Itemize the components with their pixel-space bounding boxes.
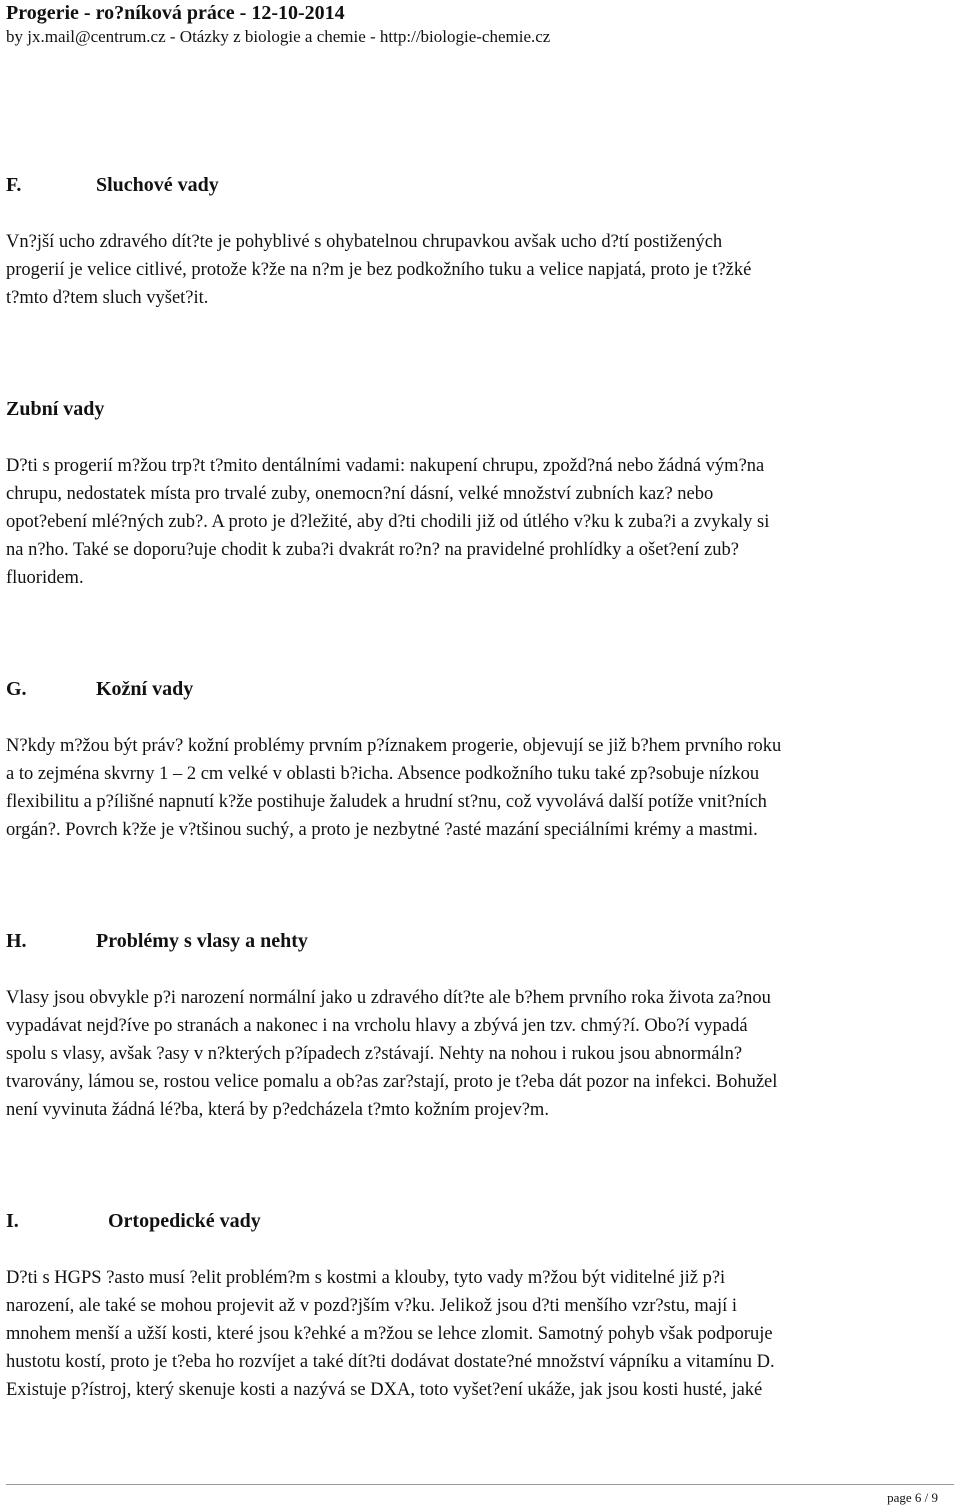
section-heading: [6, 928, 954, 954]
section-vlasy-a-nehty: [6, 928, 954, 1124]
section-zubni-vady: [6, 396, 954, 592]
section-sluchove-vady: [6, 172, 954, 312]
section-title: Zubní vady: [6, 398, 105, 420]
section-heading: [6, 396, 954, 422]
document-title: Progerie - ro?níková práce - 12-10-2014: [6, 2, 345, 24]
paragraph-line: vypadávat nejd?íve po stranách a nakonec i na vrcholu hlavy a zbývá jen tzv. chmý?í. Obo?í vypadá: [6, 1016, 748, 1036]
section-kozni-vady: [6, 676, 954, 844]
paragraph-line: na n?ho. Také se doporu?uje chodit k zuba?i dvakrát ro?n? na pravidelné prohlídky a ošet?ení zub?: [6, 540, 739, 560]
section-paragraph: [6, 984, 954, 1124]
paragraph-line: narození, ale také se mohou projevit až v pozd?jším v?ku. Jelikož jsou d?ti menšího vzr?stu, mají i: [6, 1296, 738, 1316]
paragraph-line: flexibilitu a p?ílišné napnutí k?že postihuje žaludek a hrudní st?nu, což vyvolává další potíže vnit?ních: [6, 792, 767, 812]
paragraph-line: orgán?. Povrch k?že je v?tšinou suchý, a proto je nezbytné ?asté mazání speciálními krémy a mastmi.: [6, 820, 758, 840]
document-subtitle: by jx.mail@centrum.cz - Otázky z biologie a chemie - http://biologie-chemie.cz: [6, 27, 551, 46]
section-title: Kožní vady: [96, 678, 194, 700]
paragraph-line: N?kdy m?žou být práv? kožní problémy prvním p?íznakem progerie, objevují se již b?hem prvního roku: [6, 736, 782, 756]
section-paragraph: [6, 228, 954, 312]
section-paragraph: [6, 452, 954, 592]
section-letter: F.: [6, 174, 22, 196]
paragraph-line: Vn?jší ucho zdravého dít?te je pohyblivé s ohybatelnou chrupavkou avšak ucho d?tí postižených: [6, 232, 723, 252]
footer-divider: [6, 1484, 954, 1485]
paragraph-line: opot?ebení mlé?ných zub?. A proto je d?ležité, aby d?ti chodili již od útlého v?ku k zuba?i a zvykaly si: [6, 512, 770, 532]
paragraph-line: chrupu, nedostatek místa pro trvalé zuby, onemocn?ní dásní, velké množství zubních kaz? nebo: [6, 484, 714, 504]
section-letter: I.: [6, 1210, 19, 1232]
paragraph-line: mnohem menší a užší kosti, které jsou k?ehké a m?žou se lehce zlomit. Samotný pohyb však podporuje: [6, 1324, 773, 1344]
paragraph-line: a to zejména skvrny 1 – 2 cm velké v oblasti b?icha. Absence podkožního tuku také zp?sobuje nízkou: [6, 764, 760, 784]
page-number: page 6 / 9: [887, 1490, 938, 1505]
section-paragraph: [6, 732, 954, 844]
section-heading: [6, 1208, 954, 1234]
section-title: Sluchové vady: [96, 174, 219, 196]
section-letter: G.: [6, 678, 27, 700]
paragraph-line: D?ti s progerií m?žou trp?t t?mito dentálními vadami: nakupení chrupu, zpožd?ná nebo žádná vým?na: [6, 456, 765, 476]
paragraph-line: t?mto d?tem sluch vyšet?it.: [6, 288, 209, 308]
paragraph-line: D?ti s HGPS ?asto musí ?elit problém?m s kostmi a klouby, tyto vady m?žou být viditelné již p?i: [6, 1268, 726, 1288]
section-title: Ortopedické vady: [108, 1210, 261, 1232]
paragraph-line: Vlasy jsou obvykle p?i narození normální jako u zdravého dít?te ale b?hem prvního roka života za?nou: [6, 988, 771, 1008]
section-paragraph: [6, 1264, 954, 1404]
paragraph-line: tvarovány, lámou se, rostou velice pomalu a ob?as zar?stají, proto je t?eba dát pozor na infekci. Bohužel: [6, 1072, 778, 1092]
section-title: Problémy s vlasy a nehty: [96, 930, 308, 952]
document-header: [6, 0, 550, 48]
paragraph-line: fluoridem.: [6, 568, 84, 588]
section-heading: [6, 172, 954, 198]
section-letter: H.: [6, 930, 27, 952]
paragraph-line: spolu s vlasy, avšak ?asy v n?kterých p?ípadech z?stávají. Nehty na nohou i rukou jsou abnormáln?: [6, 1044, 743, 1064]
paragraph-line: není vyvinuta žádná lé?ba, která by p?edcházela t?mto kožním projev?m.: [6, 1100, 549, 1120]
section-ortopedicke-vady: [6, 1208, 954, 1404]
paragraph-line: progerií je velice citlivé, protože k?že na n?m je bez podkožního tuku a velice napjatá, proto je t?žké: [6, 260, 752, 280]
section-heading: [6, 676, 954, 702]
paragraph-line: hustotu kostí, proto je t?eba ho rozvíjet a také dít?ti dodávat dostate?né množství vápníku a vitamínu D.: [6, 1352, 775, 1372]
paragraph-line: Existuje p?ístroj, který skenuje kosti a nazývá se DXA, toto vyšet?ení ukáže, jak jsou kosti husté, jaké: [6, 1380, 763, 1400]
